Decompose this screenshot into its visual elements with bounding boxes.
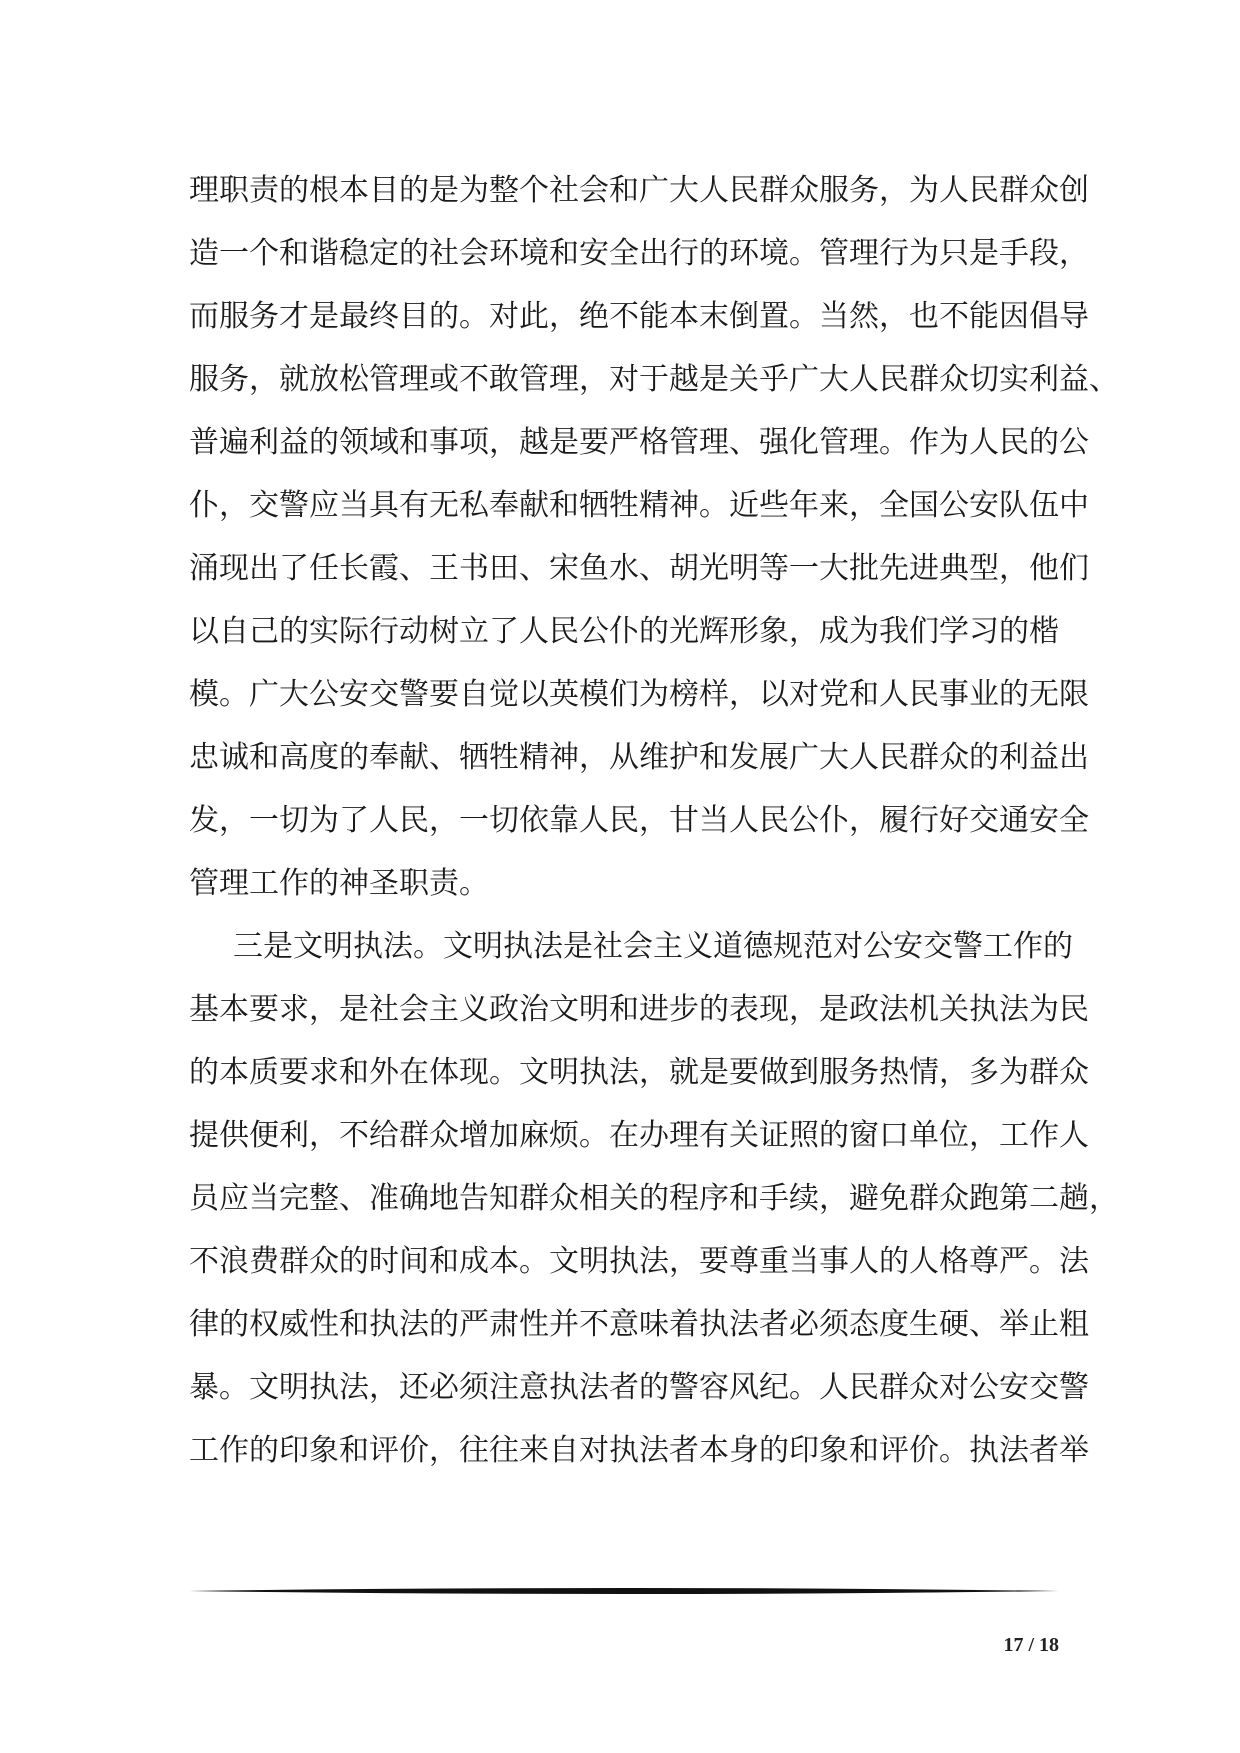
body-text — [189, 159, 1119, 1482]
text-line: 员应当完整、准确地告知群众相关的程序和手续，避免群众跑第二趟， — [189, 1181, 1119, 1216]
paragraph-2 — [189, 915, 1119, 1482]
text-line: 工作的印象和评价，往往来自对执法者本身的印象和评价。执法者举 — [189, 1433, 1089, 1468]
text-line: 造一个和谐稳定的社会环境和安全出行的环境。管理行为只是手段， — [189, 236, 1089, 271]
text-line: 涌现出了任长霞、王书田、宋鱼水、胡光明等一大批先进典型，他们 — [189, 551, 1089, 586]
text-line: 提供便利，不给群众增加麻烦。在办理有关证照的窗口单位，工作人 — [189, 1118, 1089, 1153]
text-line: 模。广大公安交警要自觉以英模们为榜样，以对党和人民事业的无限 — [189, 677, 1089, 712]
text-line: 以自己的实际行动树立了人民公仆的光辉形象，成为我们学习的楷 — [189, 614, 1059, 649]
text-line: 三是文明执法。文明执法是社会主义道德规范对公安交警工作的 — [233, 929, 1073, 964]
text-line: 普遍利益的领域和事项，越是要严格管理、强化管理。作为人民的公 — [189, 425, 1089, 460]
text-line: 的本质要求和外在体现。文明执法，就是要做到服务热情，多为群众 — [189, 1055, 1089, 1090]
text-line: 理职责的根本目的是为整个社会和广大人民群众服务，为人民群众创 — [189, 173, 1089, 208]
text-line: 忠诚和高度的奉献、牺牲精神，从维护和发展广大人民群众的利益出 — [189, 740, 1089, 775]
text-line: 暴。文明执法，还必须注意执法者的警容风纪。人民群众对公安交警 — [189, 1370, 1089, 1405]
text-line: 律的权威性和执法的严肃性并不意味着执法者必须态度生硬、举止粗 — [189, 1307, 1089, 1342]
text-line: 而服务才是最终目的。对此，绝不能本末倒置。当然，也不能因倡导 — [189, 299, 1089, 334]
text-line: 发，一切为了人民，一切依靠人民，甘当人民公仆，履行好交通安全 — [189, 803, 1089, 838]
text-line: 服务，就放松管理或不敢管理，对于越是关乎广大人民群众切实利益、 — [189, 362, 1119, 397]
page-number: 17 / 18 — [1003, 1634, 1059, 1656]
text-line: 基本要求，是社会主义政治文明和进步的表现，是政法机关执法为民 — [189, 992, 1089, 1027]
text-line: 仆，交警应当具有无私奉献和牺牲精神。近些年来，全国公安队伍中 — [189, 488, 1089, 523]
text-line: 管理工作的神圣职责。 — [189, 866, 489, 901]
footer-divider — [189, 1586, 1059, 1596]
text-line: 不浪费群众的时间和成本。文明执法，要尊重当事人的人格尊严。法 — [189, 1244, 1089, 1279]
paragraph-1 — [189, 159, 1119, 915]
